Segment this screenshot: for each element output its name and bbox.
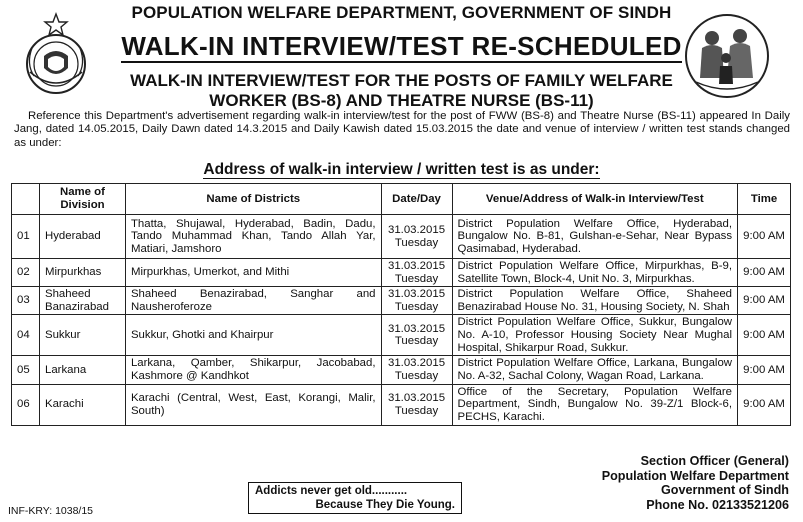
table-row — [12, 215, 791, 259]
intro-paragraph: Reference this Department's advertisement regarding walk-in interview/test for the post of FWW (BS-8) and Theatre Nurse (BS-11) appeared In Daily Jang, dated 14.05.2015, Daily Dawn dated 14.3.2015 and Daily Kawish dated 15.03.2015 the date and venue of interview / written test stands changed as under: — [14, 110, 790, 149]
time: 9:00 AM — [738, 215, 791, 259]
table-row — [12, 287, 791, 315]
date-day — [381, 215, 452, 259]
row-number: 01 — [12, 215, 40, 259]
date: 31.03.2015 — [388, 357, 446, 370]
date-day — [381, 384, 452, 425]
time: 9:00 AM — [738, 315, 791, 356]
header-number — [12, 184, 40, 215]
slogan-line-2: Because They Die Young. — [315, 499, 455, 511]
division-name: Larkana — [39, 356, 125, 384]
department-title: POPULATION WELFARE DEPARTMENT, GOVERNMENT OF SINDH — [131, 3, 672, 22]
table-header-row — [12, 184, 791, 215]
date: 31.03.2015 — [388, 260, 446, 272]
time: 9:00 AM — [738, 356, 791, 384]
row-number: 02 — [12, 259, 40, 287]
district-list: Karachi (Central, West, East, Korangi, Malir, South) — [125, 384, 381, 425]
date-day — [381, 259, 452, 287]
district-list: Larkana, Qamber, Shikarpur, Jacobabad, Kashmore @ Kandhkot — [125, 356, 381, 384]
header-venue: Venue/Address of Walk-in Interview/Test — [452, 184, 738, 215]
row-number: 06 — [12, 384, 40, 425]
subheadline-line-1: WALK-IN INTERVIEW/TEST FOR THE POSTS OF FAMILY WELFARE — [130, 71, 673, 90]
day: Tuesday — [394, 335, 439, 348]
table-row — [12, 315, 791, 356]
division-name: Shaheed Banazirabad — [39, 287, 125, 315]
slogan-line-1: Addicts never get old........... — [255, 485, 408, 497]
signature-phone: Phone No. 02133521206 — [646, 497, 789, 512]
anti-drug-slogan-box — [248, 482, 462, 514]
signature-department: Population Welfare Department — [601, 468, 789, 483]
signature-block — [602, 454, 789, 512]
day: Tuesday — [394, 404, 439, 417]
venue-address: District Population Welfare Office, Shaheed Benazirabad House No. 31, Housing Society, N. Shah — [452, 287, 738, 315]
time: 9:00 AM — [738, 384, 791, 425]
header-date: Date/Day — [381, 184, 452, 215]
division-name: Sukkur — [39, 315, 125, 356]
schedule-table — [11, 183, 791, 426]
signature-title: Section Officer (General) — [640, 454, 789, 468]
venue-address: District Population Welfare Office, Mirpurkhas, B-9, Satellite Town, Block-4, Unit No. 3, Mirpurkhas. — [452, 259, 738, 287]
subheadline-line-2: WORKER (BS-8) AND THEATRE NURSE (BS-11) — [209, 91, 594, 110]
row-number: 03 — [12, 287, 40, 315]
row-number: 05 — [12, 356, 40, 384]
time: 9:00 AM — [738, 287, 791, 315]
date-day — [381, 356, 452, 384]
day: Tuesday — [394, 300, 439, 313]
venue-address: District Population Welfare Office, Hyderabad, Bungalow No. B-81, Gulshan-e-Sehar, Near Bypass Qasimabad, Hyderabad. — [452, 215, 738, 259]
signature-government: Government of Sindh — [660, 483, 789, 497]
row-number: 04 — [12, 315, 40, 356]
venue-address: District Population Welfare Office, Larkana, Bungalow No. A-32, Sachal Colony, Wagan Road, Larkana. — [452, 356, 738, 384]
table-row — [12, 356, 791, 384]
date-day — [381, 287, 452, 315]
headline — [0, 31, 803, 62]
table-row — [12, 259, 791, 287]
reference-code: INF-KRY: 1038/15 — [8, 505, 94, 517]
district-list: Shaheed Benazirabad, Sanghar and Nausheroferoze — [125, 287, 381, 315]
date: 31.03.2015 — [388, 223, 446, 236]
subheadline — [0, 71, 803, 111]
headline-text: WALK-IN INTERVIEW/TEST RE-SCHEDULED — [121, 31, 682, 61]
time: 9:00 AM — [738, 259, 791, 287]
date-day — [381, 315, 452, 356]
table-row — [12, 384, 791, 425]
day: Tuesday — [394, 272, 439, 285]
header-districts: Name of Districts — [125, 184, 381, 215]
header-division: Name of Division — [39, 184, 125, 215]
district-list: Sukkur, Ghotki and Khairpur — [125, 315, 381, 356]
venue-address: Office of the Secretary, Population Welfare Department, Sindh, Bungalow No. 39-Z/1 Block-6, PECHS, Karachi. — [452, 384, 738, 425]
division-name: Karachi — [39, 384, 125, 425]
division-name: Hyderabad — [39, 215, 125, 259]
header-time: Time — [738, 184, 791, 215]
day: Tuesday — [394, 236, 439, 249]
venue-address: District Population Welfare Office, Sukkur, Bungalow No. A-10, Professor Housing Society Near Mughal Hospital, Shikarpur Road, Sukkur. — [452, 315, 738, 356]
address-heading-text: Address of walk-in interview / written test is as under: — [203, 161, 600, 178]
date: 31.03.2015 — [388, 322, 446, 335]
date: 31.03.2015 — [388, 288, 446, 301]
address-heading — [0, 161, 803, 179]
day: Tuesday — [394, 369, 439, 382]
date: 31.03.2015 — [388, 391, 446, 404]
district-list: Mirpurkhas, Umerkot, and Mithi — [125, 259, 381, 287]
division-name: Mirpurkhas — [39, 259, 125, 287]
district-list: Thatta, Shujawal, Hyderabad, Badin, Dadu, Tando Muhammad Khan, Tando Allah Yar, Matiari, Jamshoro — [125, 215, 381, 259]
